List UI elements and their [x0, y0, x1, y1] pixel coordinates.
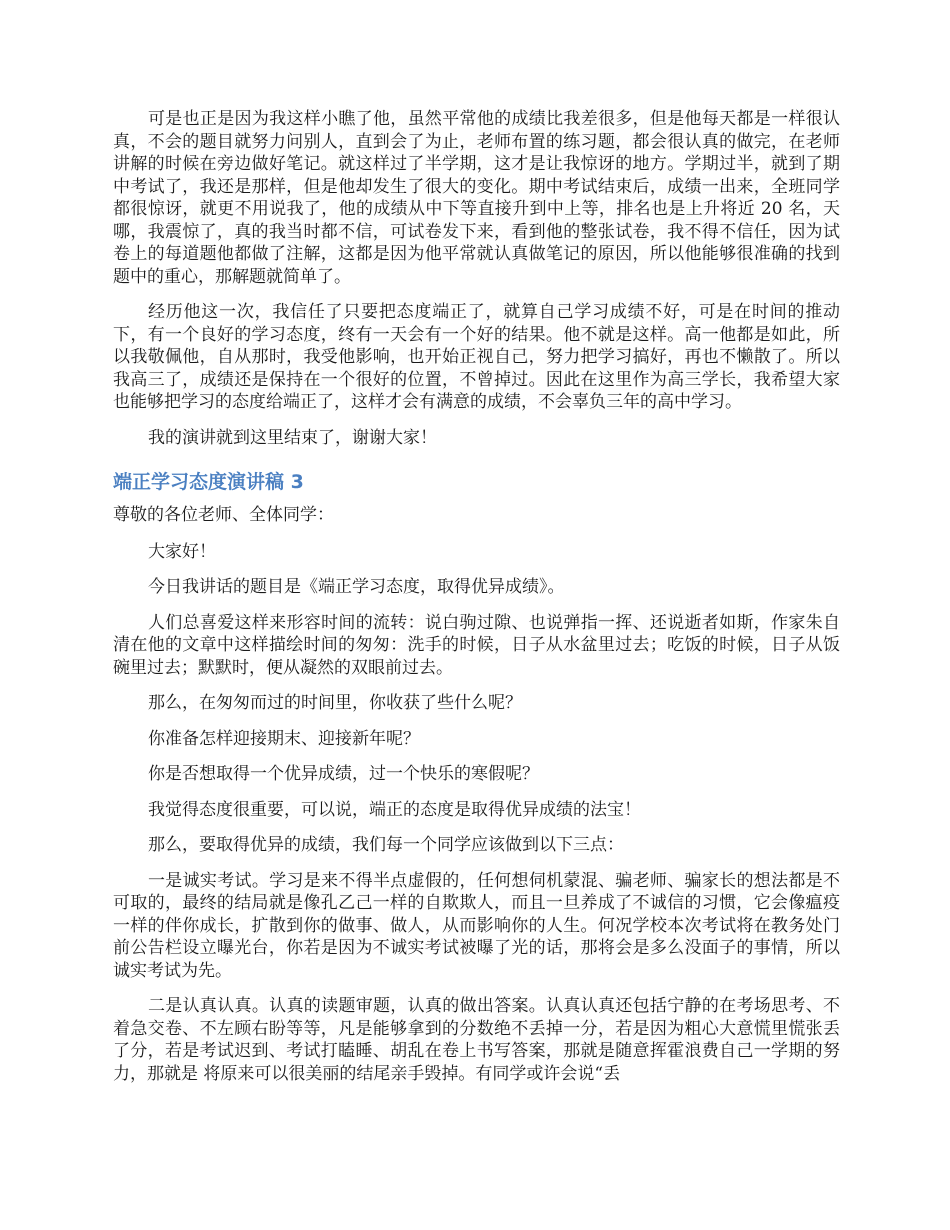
- greeting: 大家好！: [148, 541, 216, 562]
- body-paragraph: 人们总喜爱这样来形容时间的流转：说白驹过隙、也说弹指一挥、还说逝者如斯，作家朱自清在他的文章中这样描绘时间的匆匆：洗手的时候，日子从水盆里过去；吃饭的时候，日子从饭碗里过去；默默时，便从凝然的双眼前过去。: [113, 612, 840, 678]
- point-two-paragraph: 二是认真认真。认真的读题审题，认真的做出答案。认真认真还包括宁静的在考场思考、不着急交卷、不左顾右盼等等，凡是能够拿到的分数绝不丢掉一分，若是因为粗心大意慌里慌张丢了分，若是考试迟到、考试打瞌睡、胡乱在卷上书写答案，那就是随意挥霍浪费自己一学期的努力，那就是 将原来可以很美丽的结尾亲手毁掉。有同学或许会说“丢: [113, 996, 840, 1084]
- body-paragraph: 可是也正是因为我这样小瞧了他，虽然平常他的成绩比我差很多，但是他每天都是一样很认真，不会的题目就努力问别人，直到会了为止，老师布置的练习题，都会很认真的做完，在老师讲解的时候在旁边做好笔记。就这样过了半学期，这才是让我惊讶的地方。学期过半，就到了期中考试了，我还是那样，但是他却发生了很大的变化。期中考试结束后，成绩一出来，全班同学都很惊讶，就更不用说我了，他的成绩从中下等直接升到中上等，排名也是上升将近 20 名，天哪，我震惊了，真的我当时都不信，可试卷发下来，看到他的整张试卷，我不得不信任，因为试卷上的每道题他都做了注解，这都是因为他平常就认真做笔记的原因，所以他能够很准确的找到题中的重心，那解题就简单了。: [113, 109, 840, 287]
- question-line: 那么，在匆匆而过的时间里，你收获了些什么呢？: [148, 693, 522, 713]
- question-line: 你准备怎样迎接期末、迎接新年呢？: [148, 728, 420, 749]
- body-paragraph: 那么，要取得优异的成绩，我们每一个同学应该做到以下三点：: [148, 835, 624, 855]
- document-page: [113, 108, 840, 1098]
- point-one-paragraph: 一是诚实考试。学习是来不得半点虚假的，任何想伺机蒙混、骗老师、骗家长的想法都是不可取的，最终的结局就是像孔乙己一样的自欺欺人，而且一旦养成了不诚信的习惯，它会像瘟疫一样的伴你成长，扩散到你的做事、做人，从而影响你的人生。何况学校本次考试将在教务处门前公告栏设立曝光台，你若是因为不诚实考试被曝了光的话，那将会是多么没面子的事情，所以诚实考试为先。: [113, 870, 840, 981]
- salutation: 尊敬的各位老师、全体同学：: [113, 505, 334, 525]
- speech-topic: 今日我讲话的题目是《端正学习态度，取得优异成绩》。: [148, 577, 565, 597]
- body-paragraph: 我觉得态度很重要，可以说，端正的态度是取得优异成绩的法宝！: [148, 799, 641, 820]
- section-heading: 端正学习态度演讲稿 3: [113, 471, 304, 493]
- closing-line: 我的演讲就到这里结束了，谢谢大家！: [148, 427, 437, 448]
- body-paragraph: 经历他这一次，我信任了只要把态度端正了，就算自己学习成绩不好，可是在时间的推动下，有一个良好的学习态度，终有一天会有一个好的结果。他不就是这样。高一他都是如此，所以我敬佩他，自从那时，我受他影响，也开始正视自己，努力把学习搞好，再也不懒散了。所以我高三了，成绩还是保持在一个很好的位置，不曾掉过。因此在这里作为高三学长，我希望大家也能够把学习的态度给端正了，这样才会有满意的成绩，不会辜负三年的高中学习。: [113, 302, 840, 412]
- question-line: 你是否想取得一个优异成绩，过一个快乐的寒假呢？: [148, 764, 539, 784]
